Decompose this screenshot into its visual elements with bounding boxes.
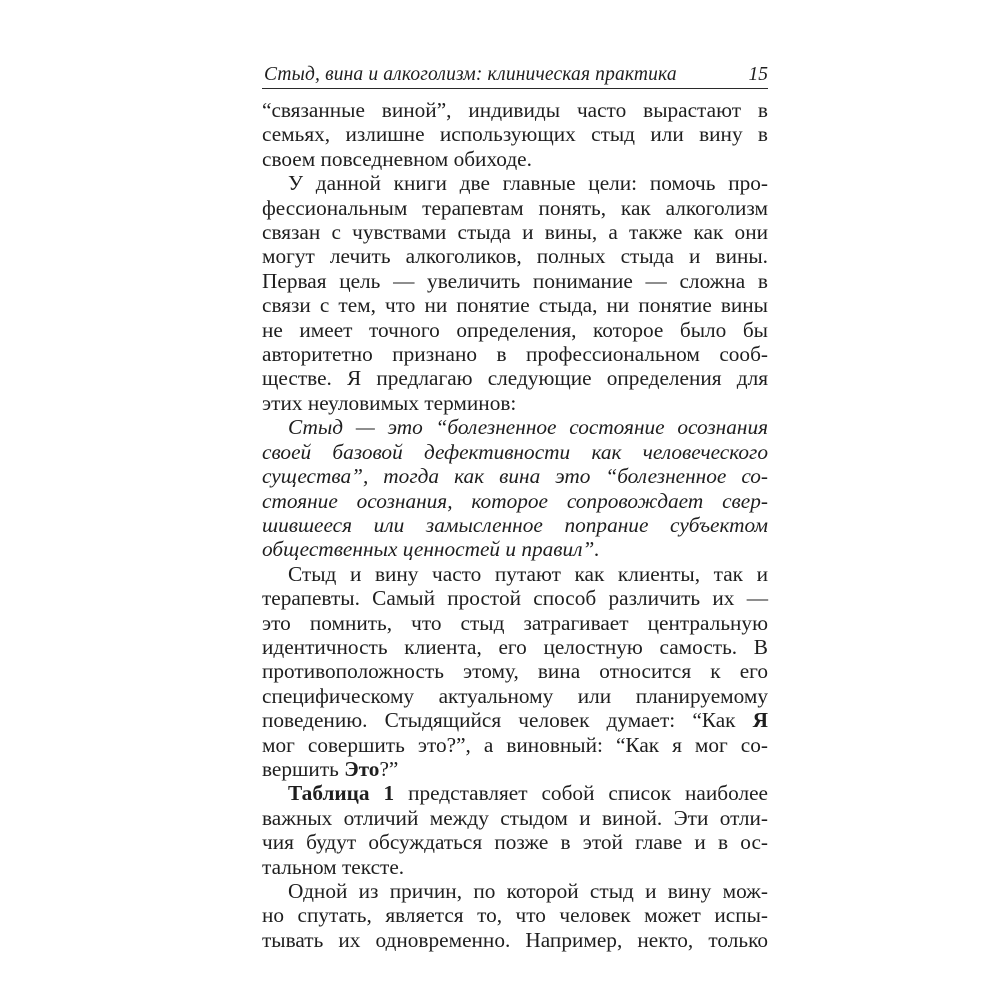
text-line: своем повседневном обиходе.: [262, 146, 532, 171]
body-text: [262, 98, 768, 952]
text-line: У данной книги две главные цели: помочь про-: [288, 171, 768, 196]
text-line: важных отличий между стыдом и виной. Эти отли-: [262, 805, 768, 830]
text-line: мог совершить это?”, а виновный: “Как я мог со-: [262, 732, 768, 757]
text-line: терапевты. Самый простой способ различить их —: [262, 586, 768, 611]
text-line: семьях, излишне использующих стыд или вину в: [262, 122, 768, 147]
line-text: представляет собой список наиболее: [408, 781, 768, 806]
text-line: фессиональным терапевтам понять, как алкоголизм: [262, 195, 768, 220]
text-line: своей базовой дефективности как человеческого: [262, 439, 768, 464]
text-line: не имеет точного определения, которое было бы: [262, 317, 768, 342]
text-line: специфическому актуальному или планируемому: [262, 683, 768, 708]
text-line: чия будут обсуждаться позже в этой главе и в ос-: [262, 830, 768, 855]
text-line: но спутать, является то, что человек может испы-: [262, 903, 768, 928]
text-line: этих неуловимых терминов:: [262, 390, 517, 415]
table-reference: Таблица 1: [288, 781, 395, 806]
text-line: связи с тем, что ни понятие стыда, ни понятие вины: [262, 293, 768, 318]
text-line: ществе. Я предлагаю следующие определения для: [262, 366, 768, 391]
bold-emphasis: Я: [752, 708, 768, 733]
line-text: вершить: [262, 756, 339, 781]
text-line: противоположность этому, вина относится к его: [262, 659, 768, 684]
paragraph-4: [262, 562, 768, 782]
text-line: общественных ценностей и правил”.: [262, 537, 600, 562]
text-line: могут лечить алкоголиков, полных стыда и вины.: [262, 244, 768, 269]
text-line: стояние осознания, которое сопровождает свер-: [262, 488, 768, 513]
line-text: ?”: [379, 756, 399, 781]
text-line: существа”, тогда как вина это “болезненное со-: [262, 464, 768, 489]
text-line: [262, 708, 768, 732]
text-line: Одной из причин, по которой стыд и вину мож-: [288, 879, 768, 903]
paragraph-6: [262, 879, 768, 952]
text-line: связан с чувствами стыда и вины, а также как они: [262, 220, 768, 245]
line-text: поведению. Стыдящийся человек думает: “Как: [262, 708, 736, 733]
paragraph-2: [262, 171, 768, 415]
page-number: 15: [748, 64, 768, 85]
running-title: Стыд, вина и алкоголизм: клиническая практика: [264, 64, 677, 85]
text-line: [262, 781, 768, 805]
text-line: авторитетно признано в профессиональном сооб-: [262, 342, 768, 367]
text-line: шившееся или замысленное попрание субъектом: [262, 512, 768, 537]
text-line: тывать их одновременно. Например, некто, только: [262, 927, 768, 952]
text-line: “связанные виной”, индивиды часто вырастают в: [262, 98, 768, 122]
text-line: это помнить, что стыд затрагивает центральную: [262, 610, 768, 635]
text-line: Стыд и вину часто путают как клиенты, так и: [288, 561, 768, 586]
text-line: тальном тексте.: [262, 854, 405, 879]
definition-paragraph: [262, 415, 768, 561]
running-header: [262, 64, 768, 89]
bold-emphasis: Это: [344, 756, 380, 781]
text-line: идентичность клиента, его целостную самость. В: [262, 634, 768, 659]
text-line: [262, 757, 768, 781]
text-line: Стыд — это “болезненное состояние осознания: [288, 415, 768, 440]
paragraph-5: [262, 781, 768, 879]
paragraph-1: [262, 98, 768, 171]
text-line: Первая цель — увеличить понимание — сложна в: [262, 268, 768, 293]
